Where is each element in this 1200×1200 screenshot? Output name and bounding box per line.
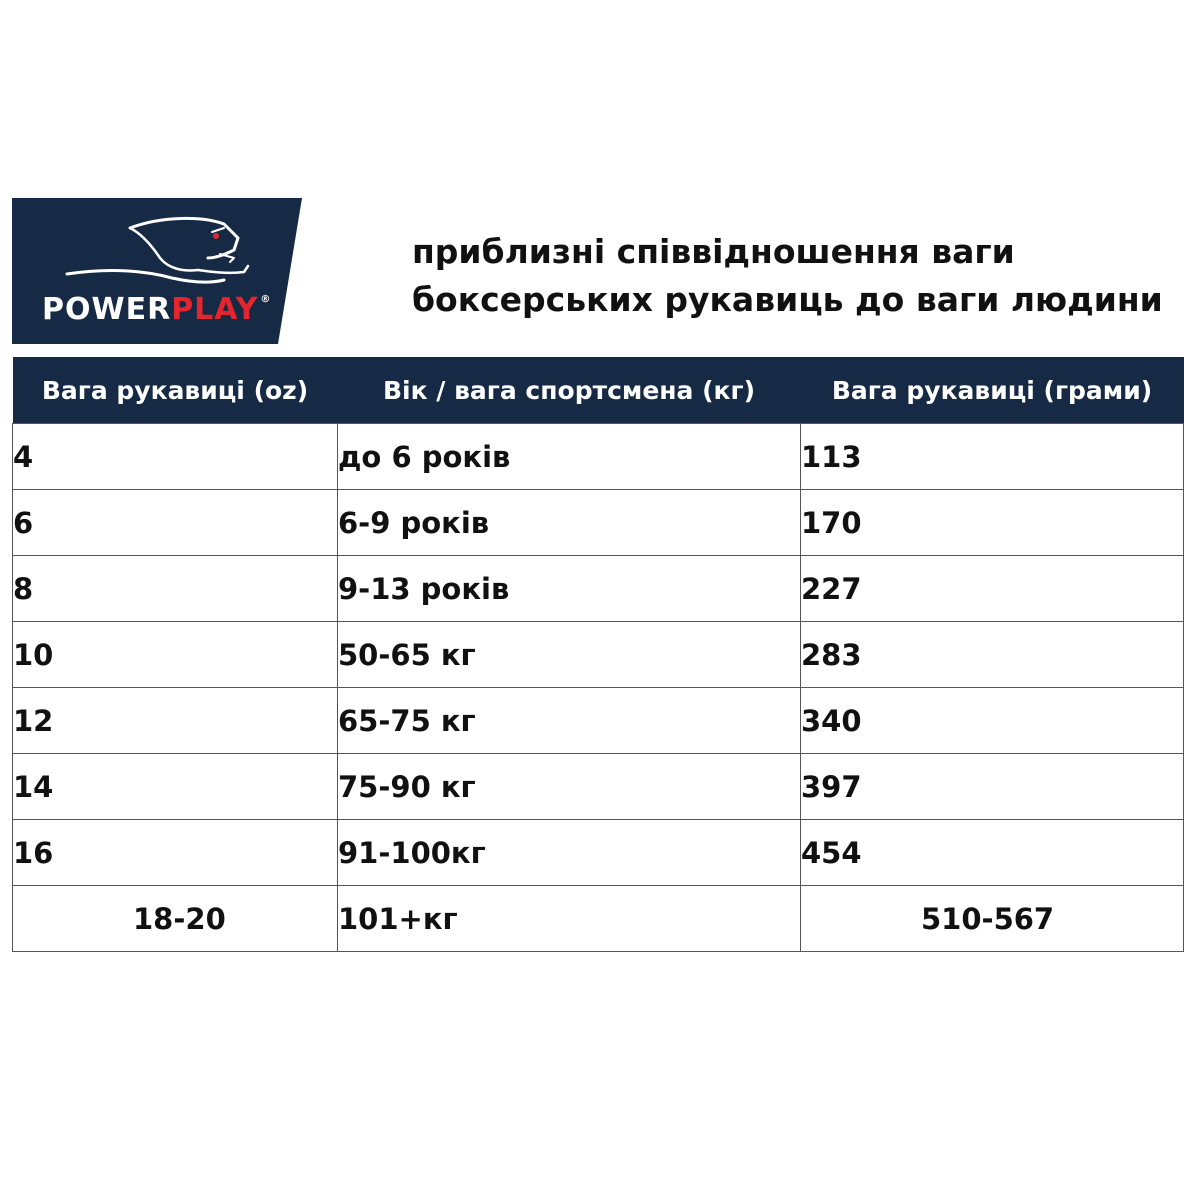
table-row	[13, 490, 1184, 556]
cell-age-weight: 50-65 кг	[338, 622, 801, 688]
cell-age-weight: 75-90 кг	[338, 754, 801, 820]
cell-oz: 16	[13, 820, 338, 886]
table-header-row	[13, 357, 1184, 424]
brand-name-power: POWER	[42, 292, 172, 327]
size-table	[12, 357, 1184, 952]
header-age-weight: Вік / вага спортсмена (кг)	[338, 357, 801, 424]
cell-age-weight: 6-9 років	[338, 490, 801, 556]
table-row	[13, 622, 1184, 688]
cell-grams: 340	[801, 688, 1184, 754]
cell-age-weight: 9-13 років	[338, 556, 801, 622]
table-row	[13, 556, 1184, 622]
cell-oz: 6	[13, 490, 338, 556]
cell-age-weight: 65-75 кг	[338, 688, 801, 754]
cell-grams: 510-567	[801, 886, 1184, 952]
cell-age-weight: 101+кг	[338, 886, 801, 952]
cell-oz: 4	[13, 424, 338, 490]
cell-oz: 8	[13, 556, 338, 622]
registered-mark: ®	[260, 294, 272, 305]
header-glove-grams: Вага рукавиці (грами)	[801, 357, 1184, 424]
cell-age-weight: до 6 років	[338, 424, 801, 490]
brand-name-play: PLAY	[171, 292, 259, 327]
cell-oz: 12	[13, 688, 338, 754]
cell-oz: 14	[13, 754, 338, 820]
cell-grams: 227	[801, 556, 1184, 622]
cell-grams: 113	[801, 424, 1184, 490]
table-row	[13, 424, 1184, 490]
table-row	[13, 886, 1184, 952]
table-row	[13, 820, 1184, 886]
panther-eye-icon	[213, 233, 219, 239]
header-glove-oz: Вага рукавиці (oz)	[13, 357, 338, 424]
table-row	[13, 754, 1184, 820]
table-row	[13, 688, 1184, 754]
cell-oz: 18-20	[13, 886, 338, 952]
brand-logo	[12, 198, 302, 344]
brand-wordmark	[42, 292, 271, 327]
title-line-1: приблизні співвідношення ваги	[412, 232, 1015, 271]
title-line-2: боксерських рукавиць до ваги людини	[412, 280, 1163, 319]
cell-grams: 170	[801, 490, 1184, 556]
page-title	[412, 228, 1172, 324]
cell-oz: 10	[13, 622, 338, 688]
cell-grams: 397	[801, 754, 1184, 820]
cell-grams: 454	[801, 820, 1184, 886]
cell-age-weight: 91-100кг	[338, 820, 801, 886]
cell-grams: 283	[801, 622, 1184, 688]
